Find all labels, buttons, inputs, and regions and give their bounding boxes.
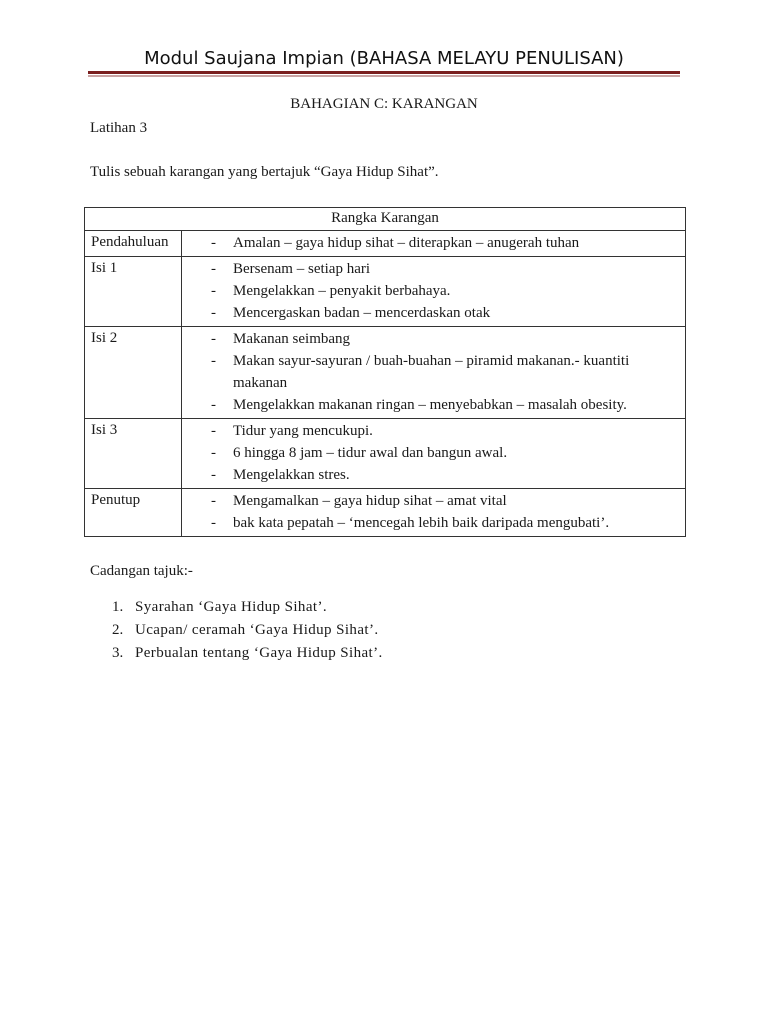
bullet-dash: - xyxy=(211,445,216,461)
bullet-dash: - xyxy=(211,397,216,413)
suggestion-text: Ucapan/ ceramah ‘Gaya Hidup Sihat’. xyxy=(135,622,379,638)
bullet-dash: - xyxy=(211,305,216,321)
suggestion-item xyxy=(90,620,383,643)
outline-row xyxy=(85,327,686,419)
outline-row-points xyxy=(182,231,686,257)
bullet-dash: - xyxy=(211,235,216,251)
bullet-dash: - xyxy=(211,423,216,439)
outline-row xyxy=(85,489,686,537)
outline-point xyxy=(182,490,685,512)
outline-point-text: Mengelakkan stres. xyxy=(233,467,350,483)
outline-point xyxy=(182,464,685,486)
outline-row-points xyxy=(182,489,686,537)
outline-point xyxy=(182,232,685,254)
outline-row-points xyxy=(182,327,686,419)
outline-point-text: Mencergaskan badan – mencerdaskan otak xyxy=(233,305,491,321)
outline-point-text: Mengelakkan makanan ringan – menyebabkan – masalah obesity. xyxy=(233,397,627,413)
suggestion-number: 3. xyxy=(112,645,124,661)
outline-row-label: Penutup xyxy=(85,489,182,537)
outline-point-text: Makanan seimbang xyxy=(233,331,351,347)
suggestions-heading: Cadangan tajuk:- xyxy=(90,563,193,579)
outline-point xyxy=(182,302,685,324)
outline-point xyxy=(182,420,685,442)
outline-caption: Rangka Karangan xyxy=(85,208,686,231)
bullet-dash: - xyxy=(211,331,216,347)
suggestion-number: 2. xyxy=(112,622,124,638)
bullet-dash: - xyxy=(211,261,216,277)
bullet-dash: - xyxy=(211,493,216,509)
bullet-dash: - xyxy=(211,467,216,483)
section-title: BAHAGIAN C: KARANGAN xyxy=(290,96,478,112)
outline-point-text: Mengelakkan – penyakit berbahaya. xyxy=(233,283,451,299)
outline-point-text: Makan sayur-sayuran / buah-buahan – piramid makanan.- kuantiti makanan xyxy=(233,353,630,391)
outline-row-label: Isi 3 xyxy=(85,419,182,489)
outline-row-label: Isi 2 xyxy=(85,327,182,419)
outline-row-points xyxy=(182,257,686,327)
outline-point-text: Amalan – gaya hidup sihat – diterapkan – anugerah tuhan xyxy=(233,235,580,251)
suggestions-list xyxy=(90,597,383,666)
outline-point xyxy=(182,328,685,350)
header-rule xyxy=(88,71,680,74)
outline-point-text: 6 hingga 8 jam – tidur awal dan bangun awal. xyxy=(233,445,508,461)
outline-caption-row xyxy=(85,208,686,231)
outline-body xyxy=(85,231,686,537)
outline-row-label: Pendahuluan xyxy=(85,231,182,257)
bullet-dash: - xyxy=(211,353,216,369)
bullet-dash: - xyxy=(211,283,216,299)
outline-point xyxy=(182,512,685,534)
suggestion-item xyxy=(90,597,383,620)
outline-point-text: Bersenam – setiap hari xyxy=(233,261,371,277)
outline-point-text: Tidur yang mencukupi. xyxy=(233,423,373,439)
suggestion-text: Perbualan tentang ‘Gaya Hidup Sihat’. xyxy=(135,645,383,661)
outline-row xyxy=(85,231,686,257)
header-rule-light xyxy=(88,75,680,77)
instruction-text: Tulis sebuah karangan yang bertajuk “Gaya Hidup Sihat”. xyxy=(90,164,439,180)
exercise-label: Latihan 3 xyxy=(90,120,148,136)
suggestion-text: Syarahan ‘Gaya Hidup Sihat’. xyxy=(135,599,327,615)
outline-point-text: bak kata pepatah – ‘mencegah lebih baik daripada mengubati’. xyxy=(233,515,610,531)
outline-point xyxy=(182,258,685,280)
bullet-dash: - xyxy=(211,515,216,531)
suggestion-number: 1. xyxy=(112,599,124,615)
outline-point-text: Mengamalkan – gaya hidup sihat – amat vital xyxy=(233,493,507,509)
outline-point xyxy=(182,442,685,464)
outline-row xyxy=(85,419,686,489)
outline-row xyxy=(85,257,686,327)
outline-table xyxy=(84,207,686,537)
outline-row-label: Isi 1 xyxy=(85,257,182,327)
outline-point xyxy=(182,280,685,302)
outline-row-points xyxy=(182,419,686,489)
outline-point xyxy=(182,350,685,394)
document-header-title: Modul Saujana Impian (BAHASA MELAYU PENULISAN) xyxy=(144,48,624,69)
outline-point xyxy=(182,394,685,416)
suggestion-item xyxy=(90,643,383,666)
